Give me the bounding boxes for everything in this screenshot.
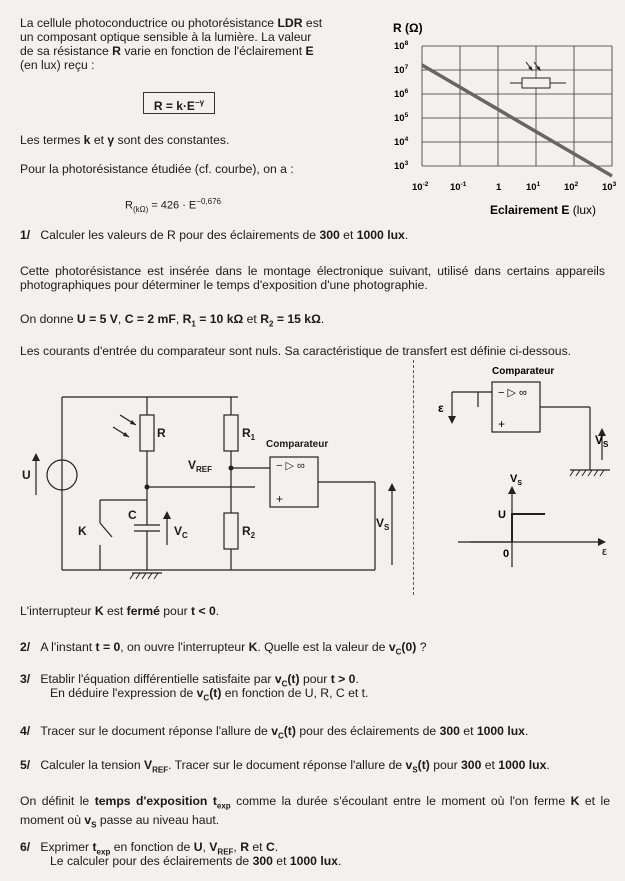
svg-text:10-1: $10^{-1}$ xyxy=(450,181,467,193)
svg-text:1: 1 xyxy=(496,182,502,193)
svg-text:105: $10^5$ xyxy=(394,112,409,124)
dashed-separator xyxy=(413,360,414,595)
svg-text:VREF: $V_{REF}$ xyxy=(188,458,213,474)
law-formula-box: $R = k\cdot E^{-\gamma}$ xyxy=(143,92,215,114)
relation-formula: $R_{(k\Omega)} = 426 \cdot E^{-0,676}$ xyxy=(125,197,221,214)
question-4: 4/ Tracer sur le document réponse l'allure de $v_C(t)$ pour des éclairements de 300 et 1000 lux. xyxy=(20,724,529,741)
graph-x-ticks xyxy=(412,181,617,193)
svg-text:103: $10^3$ xyxy=(394,160,409,172)
graph-y-ticks xyxy=(394,40,409,172)
svg-text:104: $10^4$ xyxy=(394,136,409,148)
graph-curve xyxy=(422,65,612,176)
svg-text:102: $10^2$ xyxy=(564,181,579,193)
svg-text:C: C xyxy=(128,508,137,522)
svg-text:+: + xyxy=(498,417,506,431)
question-2: 2/ A l'instant t = 0, on ouvre l'interrupteur K. Quelle est la valeur de $v_C(0)$ ? xyxy=(20,640,427,657)
svg-text:+: + xyxy=(276,492,284,506)
svg-text:− ▷ ∞: − ▷ ∞ xyxy=(276,460,305,472)
svg-text:Comparateur: Comparateur xyxy=(266,439,329,450)
k-closed-text: L'interrupteur K est fermé pour t < 0. xyxy=(20,604,220,618)
studied-text: Pour la photorésistance étudiée (cf. courbe), on a : xyxy=(20,162,294,176)
svg-text:VS: $V_S$ xyxy=(510,473,523,487)
question-1: 1/ Calculer les valeurs de R pour des éclairements de 300 et 1000 lux. xyxy=(20,228,409,242)
svg-text:R2: $R_2$ xyxy=(242,524,256,540)
graph-ylabel: R (Ω) xyxy=(393,21,423,35)
svg-text:R: R xyxy=(157,426,166,440)
svg-text:10-2: $10^{-2}$ xyxy=(412,181,429,193)
svg-text:101: $10^1$ xyxy=(526,181,541,193)
intro-paragraph: La cellule photoconductrice ou photorésistance LDR est un composant optique sensible à la lumière. La valeur de sa résistance R varie en fonction de l'éclairement E (en lux) reçu : xyxy=(20,16,323,72)
question-3-line2: En déduire l'expression de $v_C(t)$ en fonction de U, R, C et t. xyxy=(50,686,369,703)
svg-text:0: 0 xyxy=(503,548,510,560)
exposition-text: On définit le temps d'exposition $t_{exp}$ comme la durée s'écoulant entre le moment où l'on ferme K et le moment où $v_S$ passe au niveau haut. xyxy=(20,794,610,830)
svg-text:K: K xyxy=(78,524,87,538)
svg-text:U: U xyxy=(22,468,31,482)
svg-text:VS: $V_S$ xyxy=(376,516,390,532)
constants-text: Les termes k et γ sont des constantes. xyxy=(20,133,230,147)
question-3: 3/ Etablir l'équation différentielle satisfaite par $v_C(t)$ pour t > 0. xyxy=(20,672,359,689)
graph-xlabel: Eclairement E (lux) xyxy=(490,203,597,217)
comparator-diagram xyxy=(430,362,620,582)
ldr-symbol-icon xyxy=(510,62,566,88)
svg-text:107: $10^7$ xyxy=(394,64,409,76)
question-5: 5/ Calculer la tension $V_{REF}$. Tracer sur le document réponse l'allure de $v_S(t)$ pour 300 et 1000 lux. xyxy=(20,758,550,775)
data-text: On donne U = 5 V, C = 2 mF, $R_1 = 10$ kΩ et $R_2 = 15$ kΩ. xyxy=(20,312,325,329)
ldr-graph xyxy=(380,18,620,223)
montage-text: Cette photorésistance est insérée dans le montage électronique suivant, utilisé dans certains appareils photographiques pour déterminer le temps d'exposition d'une photographie. xyxy=(20,264,605,292)
svg-text:108: $10^8$ xyxy=(394,40,409,52)
svg-text:U: U xyxy=(498,509,506,521)
graph-grid xyxy=(422,46,612,166)
svg-text:ε: ε xyxy=(438,401,444,415)
question-6-line2: Le calculer pour des éclairements de 300 et 1000 lux. xyxy=(50,854,342,868)
svg-text:R1: $R_1$ xyxy=(242,426,256,442)
svg-text:Comparateur: Comparateur xyxy=(492,366,555,377)
svg-text:ε: ε xyxy=(602,546,607,558)
comparator-text: Les courants d'entrée du comparateur sont nuls. Sa caractéristique de transfert est définie ci-dessous. xyxy=(20,344,572,358)
circuit-diagram xyxy=(20,375,410,590)
svg-text:VS: $V_S$ xyxy=(595,433,609,449)
question-6: 6/ Exprimer $t_{exp}$ en fonction de U, $V_{REF}$, R et C. xyxy=(20,840,279,857)
svg-text:106: $10^6$ xyxy=(394,88,409,100)
svg-text:− ▷ ∞: − ▷ ∞ xyxy=(498,387,527,399)
svg-text:103: $10^3$ xyxy=(602,181,617,193)
svg-text:VC: $V_C$ xyxy=(174,524,188,540)
